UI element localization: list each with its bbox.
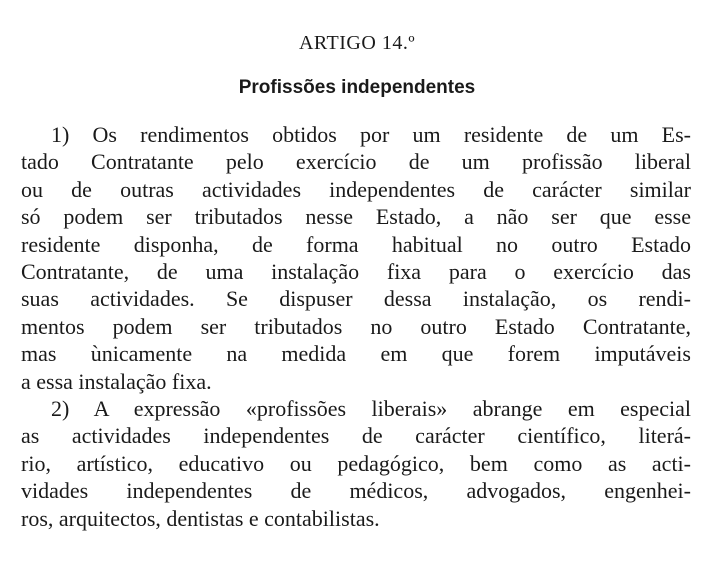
text-line: 1) Os rendimentos obtidos por um residente de um Es- xyxy=(51,122,691,147)
text-line: só podem ser tributados nesse Estado, a não ser que esse xyxy=(21,204,691,230)
paragraph-1 xyxy=(21,121,691,395)
article-body xyxy=(21,121,691,532)
text-line: mas ùnicamente na medida em que forem imputáveis xyxy=(21,341,691,367)
text-line: a essa instalação fixa. xyxy=(21,368,212,394)
section-title: Profissões independentes xyxy=(238,77,476,98)
text-line: tado Contratante pelo exercício de um profissão liberal xyxy=(21,149,691,175)
text-line: residente disponha, de forma habitual no outro Estado xyxy=(21,231,691,257)
text-line: as actividades independentes de carácter científico, literá- xyxy=(21,423,691,449)
text-line: suas actividades. Se dispuser dessa instalação, os rendi- xyxy=(21,286,691,312)
text-line: mentos podem ser tributados no outro Estado Contratante, xyxy=(21,313,691,339)
text-line: Contratante, de uma instalação fixa para o exercício das xyxy=(21,259,691,285)
text-line: vidades independentes de médicos, advogados, engenhei- xyxy=(21,478,691,504)
text-line: rio, artístico, educativo ou pedagógico, bem como as acti- xyxy=(21,450,691,476)
article-title: ARTIGO 14.º xyxy=(298,32,416,54)
text-line: ros, arquitectos, dentistas e contabilistas. xyxy=(21,505,380,531)
paragraph-2 xyxy=(21,395,691,532)
text-line: 2) A expressão «profissões liberais» abrange em especial xyxy=(51,396,691,422)
text-line: ou de outras actividades independentes de carácter similar xyxy=(21,176,691,202)
